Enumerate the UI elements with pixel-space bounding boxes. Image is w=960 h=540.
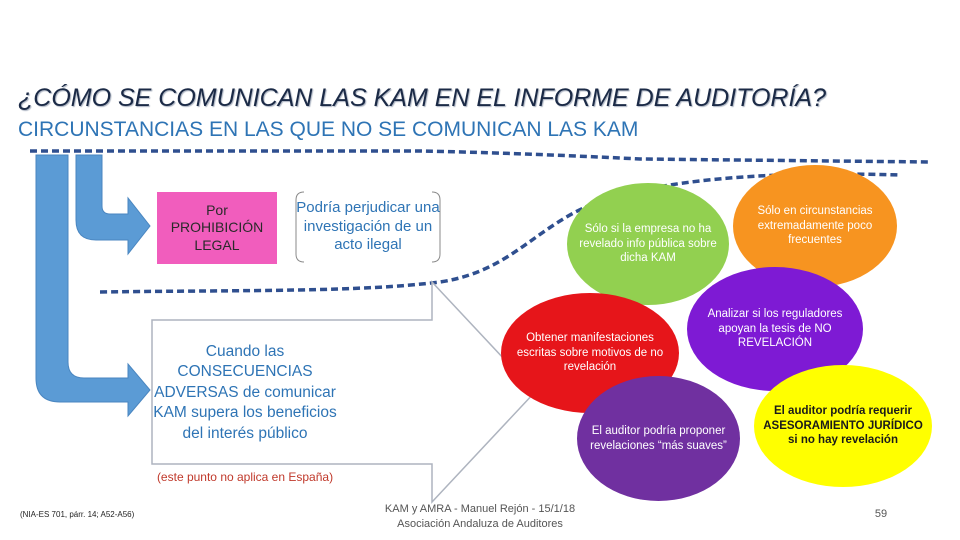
circle-regulators-support: Analizar si los reguladores apoyan la tesis de NO REVELACIÓN xyxy=(687,267,863,391)
circle-softer-disclosures: El auditor podría proponer revelaciones “más suaves” xyxy=(577,376,740,501)
dashed-divider-top xyxy=(30,151,930,162)
footer-line2: Asociación Andaluza de Auditores xyxy=(397,518,563,531)
circle-legal-advice: El auditor podría requerir ASESORAMIENTO JURÍDICO si no hay revelación xyxy=(754,365,932,487)
blue-arrow-to-prohibition xyxy=(76,155,150,254)
footer-line1: KAM y AMRA - Manuel Rejón - 15/1/18 xyxy=(384,503,576,515)
adverse-consequences-text: Cuando las CONSECUENCIAS ADVERSAS de comunicar KAM supera los beneficios del interés público xyxy=(153,342,337,442)
page-subtitle: CIRCUNSTANCIAS EN LAS QUE NO SE COMUNICAN LAS KAM xyxy=(18,118,639,141)
circle-no-public-info: Sólo si la empresa no ha revelado info pública sobre dicha KAM xyxy=(567,183,729,305)
legal-prohibition-line1: Por xyxy=(206,201,228,218)
spain-note: (este punto no aplica en España) xyxy=(156,470,334,484)
page-number: 59 xyxy=(874,508,888,520)
standard-reference: (NIA-ES 701, párr. 14; A52-A56) xyxy=(20,510,135,519)
footer xyxy=(360,502,600,533)
page-title: ¿CÓMO SE COMUNICAN LAS KAM EN EL INFORME DE AUDITORÍA? xyxy=(18,84,826,112)
legal-prohibition-line2: PROHIBICIÓN xyxy=(170,219,264,236)
circle-rare-circumstances: Sólo en circunstancias extremadamente poco frecuentes xyxy=(733,165,897,287)
legal-prohibition-line3: LEGAL xyxy=(194,236,240,253)
legal-prohibition-box xyxy=(157,192,277,264)
investigation-text: Podría perjudicar una investigación de un acto ilegal xyxy=(296,198,440,254)
circle-written-representations: Obtener manifestaciones escritas sobre motivos de no revelación xyxy=(501,293,679,413)
